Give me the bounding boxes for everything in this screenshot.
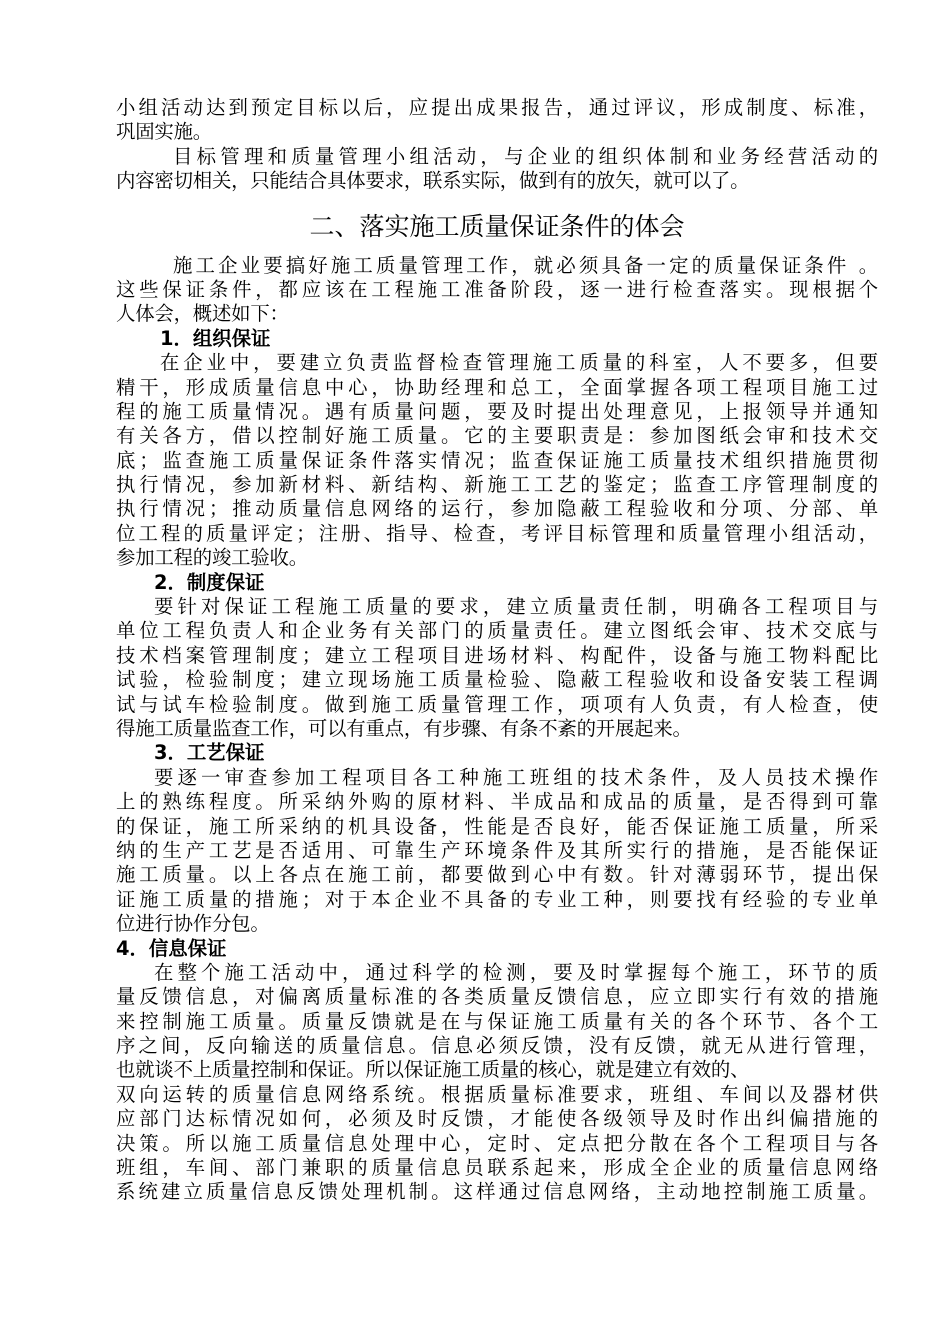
paragraph-line: 应部门达标情况如何，必须及时反馈，才能使各级领导及时作出纠偏措施的 bbox=[116, 1107, 878, 1131]
paragraph-line: 班组，车间、部门兼职的质量信息员联系起来，形成全企业的质量信息网络 bbox=[116, 1156, 878, 1180]
paragraph-line: 试与试车检验制度。做到施工质量管理工作，项项有人负责，有人检查，使 bbox=[116, 692, 878, 716]
paragraph-line: 目标管理和质量管理小组活动，与企业的组织体制和业务经营活动的 bbox=[173, 144, 878, 168]
paragraph-line: 底；监查施工质量保证条件落实情况；监查保证施工质量技术组织措施贯彻 bbox=[116, 448, 878, 472]
paragraph-line: 巩固实施。 bbox=[116, 120, 212, 144]
subsection-heading: 4．信息保证 bbox=[116, 936, 227, 960]
paragraph-line: 施工质量。以上各点在施工前，都要做到心中有数。针对薄弱环节，提出保 bbox=[116, 863, 878, 887]
section-title: 二、落实施工质量保证条件的体会 bbox=[309, 211, 685, 241]
paragraph-line: 执行情况，参加新材料、新结构、新施工工艺的鉴定；监查工序管理制度的 bbox=[116, 473, 878, 497]
paragraph-line: 纳的生产工艺是否适用、可靠生产环境条件及其所实行的措施，是否能保证 bbox=[116, 838, 878, 862]
paragraph-line: 单位工程负责人和企业务有关部门的质量责任。建立图纸会审、技术交底与 bbox=[116, 619, 878, 643]
document-body bbox=[116, 96, 878, 1205]
paragraph-line: 在整个施工活动中，通过科学的检测，要及时掌握每个施工，环节的质 bbox=[154, 960, 878, 984]
paragraph-line: 要针对保证工程施工质量的要求，建立质量责任制，明确各工程项目与 bbox=[154, 595, 878, 619]
paragraph-line: 参加工程的竣工验收。 bbox=[116, 546, 308, 570]
paragraph-line: 精干，形成质量信息中心，协助经理和总工，全面掌握各项工程项目施工过 bbox=[116, 375, 878, 399]
paragraph-line: 技术档案管理制度；建立工程项目进场材料、构配件，设备与施工物料配比 bbox=[116, 643, 878, 667]
subsection-heading: 3．工艺保证 bbox=[154, 741, 265, 765]
subsection-heading: 1．组织保证 bbox=[160, 326, 271, 350]
paragraph-line: 序之间，反向输送的质量信息。信息必须反馈，没有反馈，就无从进行管理， bbox=[116, 1034, 878, 1058]
paragraph-line: 执行情况；推动质量信息网络的运行，参加隐蔽工程验收和分项、分部、单 bbox=[116, 497, 878, 521]
paragraph-line: 在企业中，要建立负责监督检查管理施工质量的科室，人不要多，但要 bbox=[160, 351, 878, 375]
paragraph-line: 位进行协作分包。 bbox=[116, 912, 270, 936]
paragraph-line: 有关各方，借以控制好施工质量。它的主要职责是：参加图纸会审和技术交 bbox=[116, 424, 878, 448]
paragraph-line: 来控制施工质量。质量反馈就是在与保证施工质量有关的各个环节、各个工 bbox=[116, 1009, 878, 1033]
paragraph-line: 系统建立质量信息反馈处理机制。这样通过信息网络，主动地控制施工质量。 bbox=[116, 1180, 878, 1204]
paragraph-line: 量反馈信息，对偏离质量标准的各类质量反馈信息，应立即实行有效的措施 bbox=[116, 985, 878, 1009]
paragraph-line: 内容密切相关，只能结合具体要求，联系实际，做到有的放矢，就可以了。 bbox=[116, 169, 750, 193]
paragraph-line: 的保证，施工所采纳的机具设备，性能是否良好，能否保证施工质量，所采 bbox=[116, 814, 878, 838]
paragraph-line: 决策。所以施工质量信息处理中心，定时、定点把分散在各个工程项目与各 bbox=[116, 1131, 878, 1155]
paragraph-line: 要逐一审查参加工程项目各工种施工班组的技术条件，及人员技术操作 bbox=[154, 765, 878, 789]
paragraph-line: 小组活动达到预定目标以后，应提出成果报告，通过评议，形成制度、标准， bbox=[116, 96, 878, 119]
paragraph-line: 人体会，概述如下： bbox=[116, 302, 289, 326]
paragraph-line: 程的施工质量情况。遇有质量问题，要及时提出处理意见，上报领导并通知 bbox=[116, 399, 878, 423]
paragraph-line: 上的熟练程度。所采纳外购的原材料、半成品和成品的质量，是否得到可靠 bbox=[116, 790, 878, 814]
paragraph-line: 施工企业要搞好施工质量管理工作，就必须具备一定的质量保证条件 。 bbox=[173, 253, 878, 277]
paragraph-line: 位工程的质量评定；注册、指导、检查，考评目标管理和质量管理小组活动， bbox=[116, 521, 878, 545]
paragraph-line: 双向运转的质量信息网络系统。根据质量标准要求，班组、车间以及器材供 bbox=[116, 1082, 878, 1106]
paragraph-line: 也就谈不上质量控制和保证。所以保证施工质量的核心，就是建立有效的、 bbox=[116, 1058, 750, 1082]
paragraph-line: 试验，检验制度；建立现场施工质量检验、隐蔽工程验收和设备安装工程调 bbox=[116, 668, 878, 692]
subsection-heading: 2．制度保证 bbox=[154, 570, 265, 594]
paragraph-line: 得施工质量监查工作，可以有重点，有步骤、有条不紊的开展起来。 bbox=[116, 716, 692, 740]
paragraph-line: 证施工质量的措施；对于本企业不具备的专业工种，则要找有经验的专业单 bbox=[116, 887, 878, 911]
paragraph-line: 这些保证条件，都应该在工程施工准备阶段，逐一进行检查落实。现根据个 bbox=[116, 277, 878, 301]
